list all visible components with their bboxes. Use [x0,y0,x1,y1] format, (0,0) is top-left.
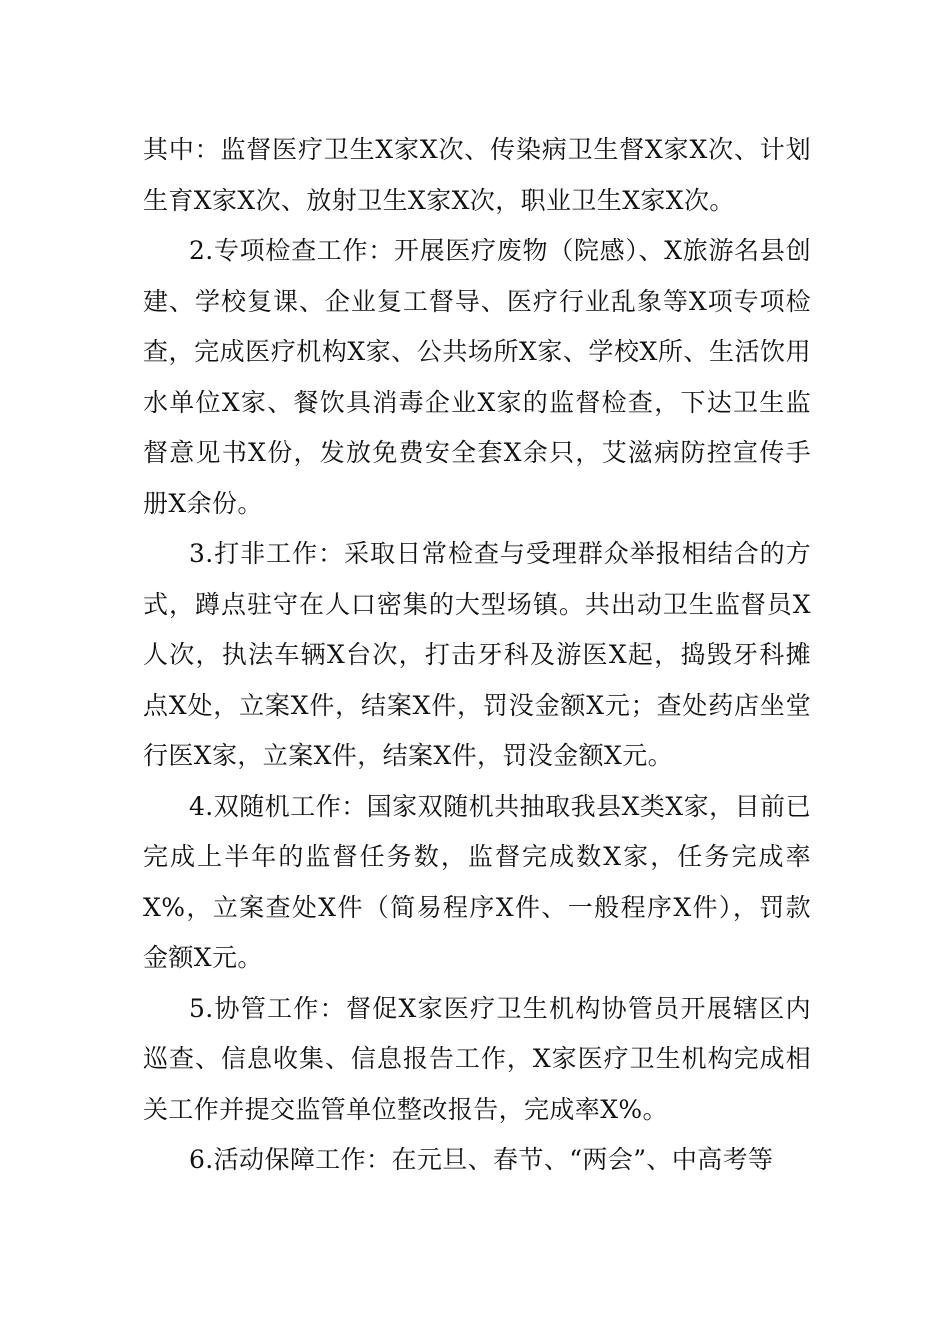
paragraph-event-support: 6.活动保障工作：在元旦、春节、“两会”、中高考等 [189,1145,774,1174]
paragraph-double-random: 4.双随机工作：国家双随机共抽取我县X类X家，目前已完成上半年的监督任务数，监督完成数X家，任务完成率X%，立案查处X件（简易程序X件、一般程序X件），罚款金额X元。 [143,791,811,972]
document-body [143,125,811,1186]
paragraph-co-management: 5.协管工作：督促X家医疗卫生机构协管员开展辖区内巡查、信息收集、信息报告工作，X家医疗卫生机构完成相关工作并提交监管单位整改报告，完成率X%。 [143,993,811,1124]
paragraph-special-inspection: 2.专项检查工作：开展医疗废物（院感）、X旅游名县创建、学校复课、企业复工督导、医疗行业乱象等X项专项检查，完成医疗机构X家、公共场所X家、学校X所、生活饮用水单位X家、餐饮具消毒企业X家的监督检查，下达卫生监督意见书X份，发放免费安全套X余只，艾滋病防控宣传手册X余份。 [143,236,811,518]
paragraph-supervision-summary: 其中：监督医疗卫生X家X次、传染病卫生督X家X次、计划生育X家X次、放射卫生X家X次，职业卫生X家X次。 [143,135,811,215]
paragraph-anti-illegal-practice: 3.打非工作：采取日常检查与受理群众举报相结合的方式，蹲点驻守在人口密集的大型场镇。共出动卫生监督员X人次，执法车辆X台次，打击牙科及游医X起，捣毁牙科摊点X处，立案X件，结案X件，罚没金额X元；查处药店坐堂行医X家，立案X件，结案X件，罚没金额X元。 [143,539,811,770]
